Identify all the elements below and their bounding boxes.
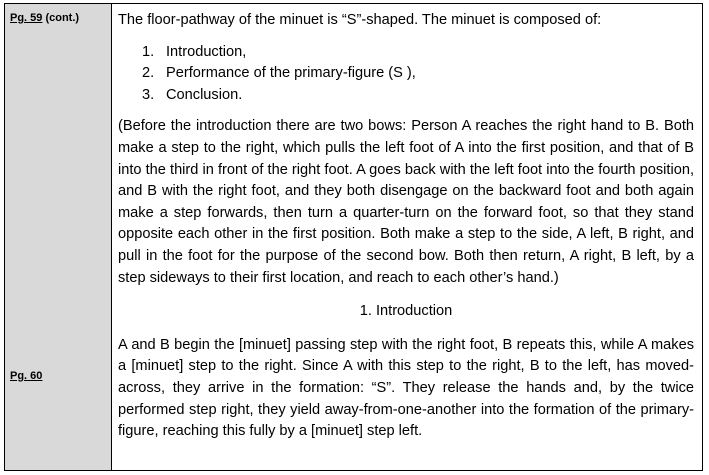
list-item-number: 2. bbox=[142, 65, 155, 82]
page-ref-60 bbox=[10, 370, 42, 383]
page-ref-59-number: Pg. 59 bbox=[10, 12, 43, 24]
introduction-paragraph: A and B begin the [minuet] passing step with the right foot, B repeats this, while A makes a [minuet] step to the right. Since A with this step to the right, B to the left, has moved-across, they arrive in the formation: “S”. They release the hands and, by the twice performed step right, they yield away-from-one-another into the formation of the primary-figure, reaching this fully by a [minuet] step left. bbox=[118, 336, 694, 440]
list-item-number: 1. bbox=[142, 43, 155, 60]
section-heading: 1. Introduction bbox=[359, 303, 453, 320]
page-ref-59 bbox=[10, 12, 79, 25]
list-item-number: 3. bbox=[142, 86, 155, 103]
margin-column bbox=[5, 4, 112, 471]
list-item bbox=[118, 42, 694, 64]
table-row bbox=[5, 4, 703, 471]
list-item bbox=[118, 63, 694, 85]
document-table bbox=[4, 3, 703, 471]
list-item-label: Performance of the primary-figure (S ), bbox=[166, 65, 416, 82]
page-ref-60-number: Pg. 60 bbox=[10, 370, 43, 382]
composition-list bbox=[118, 42, 694, 107]
list-item-label: Conclusion. bbox=[166, 86, 243, 103]
page-ref-59-suffix: (cont.) bbox=[42, 12, 80, 24]
list-item-label: Introduction, bbox=[166, 43, 247, 60]
text-column bbox=[112, 4, 703, 471]
list-item bbox=[118, 85, 694, 107]
bows-paragraph: (Before the introduction there are two bows: Person A reaches the right hand to B. Both make a step to the right, which pulls the left foot of A into the first position, and that of B into the third in front of the right foot. A goes back with the left foot into the fourth position, and B with the right foot, and they both disengage on the backward foot and both again make a step forwards, then turn a quarter-turn on the forward foot, so that they stand opposite each other in the first position. Both make a step to the side, A left, B right, and pull in the foot for the purpose of the second bow. Both then return, A right, B left, by a step sideways to their first location, and reach to each other’s hand.) bbox=[118, 118, 694, 286]
intro-line: The floor-pathway of the minuet is “S”-shaped. The minuet is composed of: bbox=[118, 12, 602, 28]
